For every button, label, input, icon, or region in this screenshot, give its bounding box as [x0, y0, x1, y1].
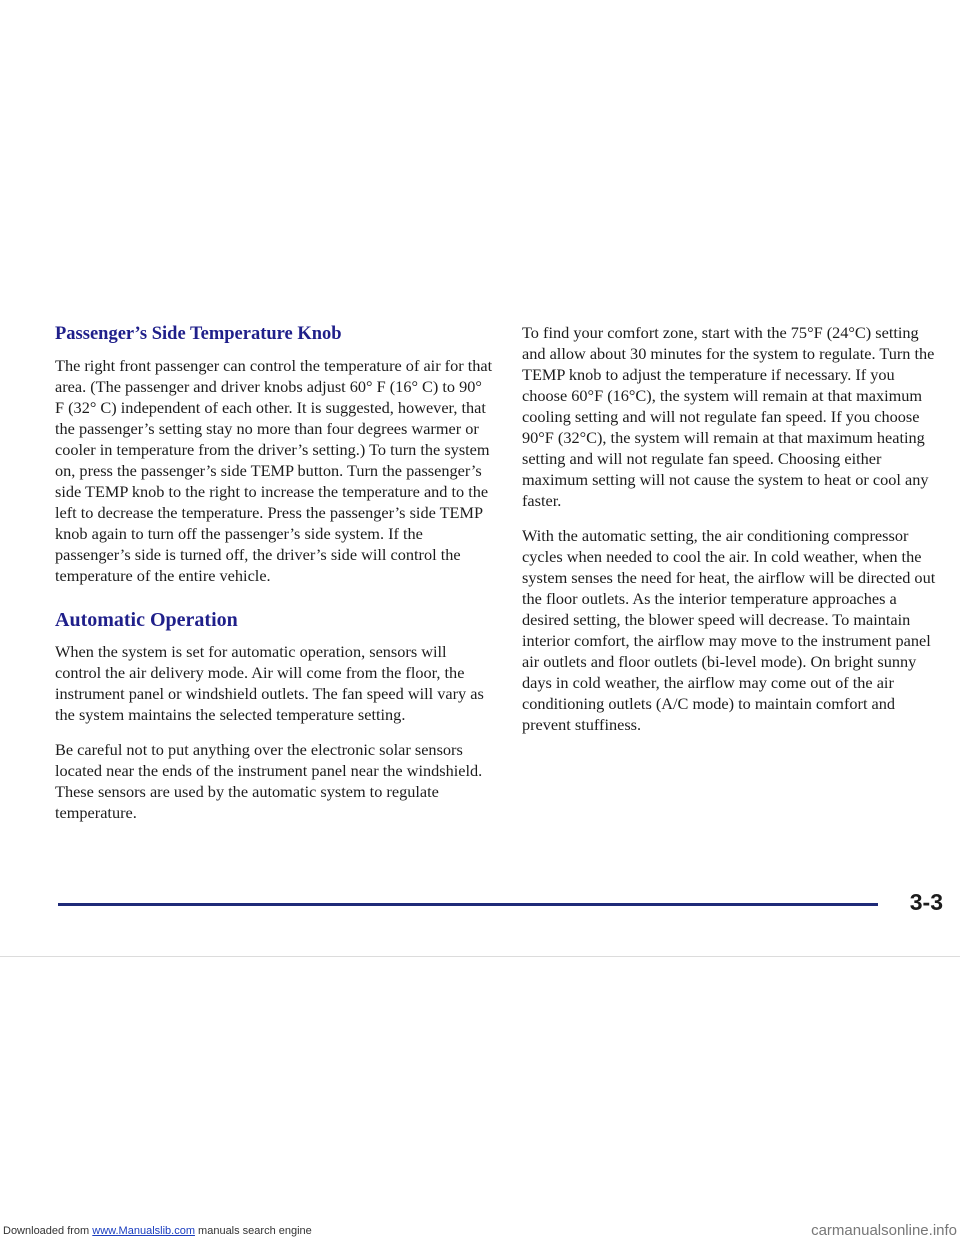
page-footer-rule: [58, 903, 878, 906]
paragraph-automatic-operation: When the system is set for automatic operation, sensors will control the air delivery mode. Air will come from the floor, the instrument panel or windshield outlets. The fan speed will vary as the system maintains the selected temperature setting.: [55, 642, 484, 724]
heading-automatic-operation: Automatic Operation: [55, 609, 238, 631]
footer-prefix: Downloaded from: [3, 1225, 90, 1237]
watermark-text: carmanualsonline.info: [811, 1222, 957, 1239]
paragraph-comfort-zone: To find your comfort zone, start with the 75°F (24°C) setting and allow about 30 minutes for the system to regulate. Turn the TEMP knob to adjust the temperature if necessary. If you choose 60°F (16°C), the system will remain at that maximum cooling setting and will not regulate fan speed. If you choose 90°F (32°C), the system will remain at that maximum heating setting and will not regulate fan speed. Choosing either maximum setting will not cause the system to heat or cool any faster.: [522, 323, 935, 510]
paragraph-passenger-knob: The right front passenger can control the temperature of air for that area. (The passenger and driver knobs adjust 60° F (16° C) to 90° F (32° C) independent of each other. It is suggested, however, that the passenger’s setting stay no more than four degrees warmer or cooler in temperature from the driver’s setting.) To turn the system on, press the passenger’s side TEMP button. Turn the passenger’s side TEMP knob to the right to increase the temperature and to the left to decrease the temperature. Press the passenger’s side TEMP knob again to turn off the passenger’s side system. If the passenger’s side is turned off, the driver’s side will control the temperature of the entire vehicle.: [55, 356, 493, 585]
page-number: 3-3: [909, 889, 943, 915]
paragraph-automatic-setting: With the automatic setting, the air conditioning compressor cycles when needed to cool the air. In cold weather, when the system senses the need for heat, the airflow will be directed out the floor outlets. As the interior temperature approaches a desired setting, the blower speed will decrease. To maintain interior comfort, the airflow may move to the instrument panel air outlets and floor outlets (bi-level mode). On bright sunny days in cold weather, the airflow may come out of the air conditioning outlets (A/C mode) to maintain comfort and prevent stuffiness.: [522, 526, 936, 734]
scan-divider-line: [0, 956, 960, 957]
heading-passenger-side-temperature-knob: Passenger’s Side Temperature Knob: [55, 324, 342, 344]
download-footer: [3, 1225, 312, 1237]
manualslib-link[interactable]: www.Manualslib.com: [92, 1225, 195, 1237]
footer-suffix: manuals search engine: [198, 1225, 312, 1237]
right-column: [522, 322, 938, 749]
left-column: [55, 322, 493, 837]
paragraph-solar-sensors: Be careful not to put anything over the electronic solar sensors located near the ends of the instrument panel near the windshield. These sensors are used by the automatic system to regulate temperature.: [55, 740, 483, 822]
